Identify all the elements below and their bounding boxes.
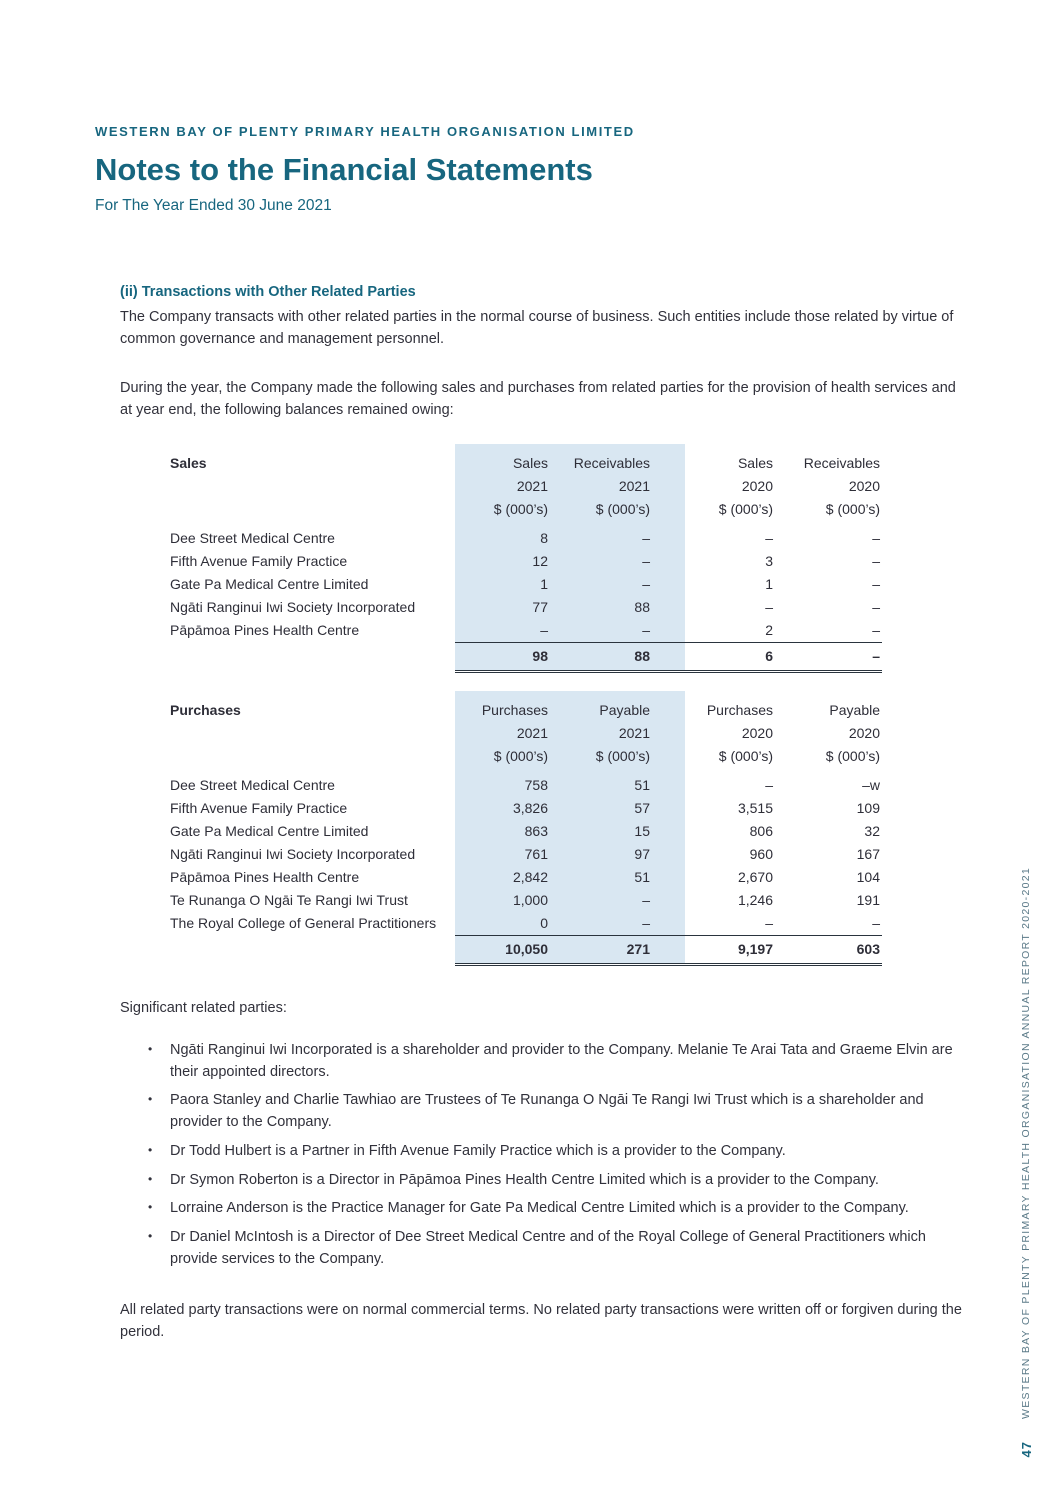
header-row	[170, 722, 882, 745]
column-header: $ (000’s)	[825, 747, 880, 764]
document-header	[95, 124, 955, 215]
cell-value: 863	[455, 820, 550, 843]
cell-value: –	[550, 912, 685, 936]
cell-value: –	[550, 550, 685, 573]
bullet-item	[120, 1040, 965, 1084]
cell-value: 1,246	[737, 891, 773, 908]
header-row	[170, 745, 882, 774]
cell-value: 758	[455, 774, 550, 797]
cell-value: –	[872, 529, 880, 546]
table-row	[170, 774, 882, 797]
header-spacer	[170, 475, 455, 498]
row-label: Te Runanga O Ngāi Te Rangi Iwi Trust	[170, 891, 408, 908]
cell-value: –	[872, 621, 880, 638]
column-header: 2020	[848, 724, 880, 741]
header-spacer	[170, 498, 455, 527]
page-number: 47	[1019, 1440, 1034, 1457]
column-header: 2020	[741, 724, 773, 741]
cell-value: 109	[856, 799, 880, 816]
page-title: Notes to the Financial Statements	[95, 152, 593, 187]
cell-value: –	[765, 529, 773, 546]
cell-value: –	[872, 552, 880, 569]
header-row	[170, 691, 882, 722]
column-header: Sales	[737, 454, 773, 471]
row-label: Fifth Avenue Family Practice	[170, 552, 348, 569]
column-header: 2021	[550, 722, 685, 745]
cell-value: –	[550, 573, 685, 596]
cell-value: 2,842	[455, 866, 550, 889]
column-header: Payable	[829, 701, 880, 718]
row-label: Gate Pa Medical Centre Limited	[170, 575, 369, 592]
cell-value: 51	[550, 774, 685, 797]
cell-value: –	[765, 598, 773, 615]
cell-value: 8	[455, 527, 550, 550]
cell-value: 3,826	[455, 797, 550, 820]
column-header: 2021	[455, 722, 550, 745]
bullet-item	[120, 1141, 965, 1163]
bullet-text: Lorraine Anderson is the Practice Manager for Gate Pa Medical Centre Limited which is a provider to the Company.	[170, 1200, 909, 1217]
row-label: Pāpāmoa Pines Health Centre	[170, 868, 360, 885]
column-header: Purchases	[455, 691, 550, 722]
table-row	[170, 820, 882, 843]
cell-value: 32	[864, 822, 880, 839]
column-header: 2020	[741, 477, 773, 494]
bullet-item	[120, 1170, 965, 1192]
row-label: Dee Street Medical Centre	[170, 529, 335, 546]
column-header: 2021	[455, 475, 550, 498]
table-title: Sales	[170, 454, 207, 471]
cell-value: 51	[550, 866, 685, 889]
table-row	[170, 843, 882, 866]
table-row	[170, 866, 882, 889]
header-spacer	[170, 722, 455, 745]
total-label-spacer	[170, 935, 455, 964]
row-label: Pāpāmoa Pines Health Centre	[170, 622, 360, 639]
column-header: 2020	[848, 477, 880, 494]
table-row	[170, 550, 882, 573]
cell-value: 1,000	[455, 889, 550, 912]
row-label: Dee Street Medical Centre	[170, 776, 335, 793]
cell-value: –w	[862, 776, 880, 793]
cell-value: –	[872, 914, 880, 931]
bullet-text: Dr Daniel McIntosh is a Director of Dee Street Medical Centre and of the Royal College of General Practitioners which provide services to the Company.	[170, 1229, 926, 1267]
cell-value: 88	[550, 596, 685, 619]
bullet-text: Ngāti Ranginui Iwi Incorporated is a shareholder and provider to the Company. Melanie Te Arai Tata and Graeme Elvin are their appointed directors.	[170, 1041, 953, 1080]
cell-value: 2	[765, 621, 773, 638]
total-value: 271	[550, 935, 685, 964]
section-heading: (ii) Transactions with Other Related Parties	[120, 284, 416, 300]
table-row	[170, 912, 882, 936]
header-row	[170, 475, 882, 498]
table-row	[170, 527, 882, 550]
cell-value: 960	[749, 845, 773, 862]
column-header: Purchases	[706, 701, 773, 718]
cell-value: 2,670	[737, 868, 773, 885]
cell-value: 57	[550, 797, 685, 820]
total-value: 98	[455, 642, 550, 671]
sales-table	[170, 444, 882, 673]
row-label: Ngāti Ranginui Iwi Society Incorporated	[170, 598, 416, 615]
column-header: Receivables	[803, 454, 880, 471]
cell-value: –	[550, 619, 685, 643]
total-value: 9,197	[685, 935, 775, 964]
significant-parties-heading: Significant related parties:	[120, 999, 287, 1016]
page-subtitle: For The Year Ended 30 June 2021	[95, 197, 332, 214]
cell-value: 191	[856, 891, 880, 908]
total-value: –	[775, 642, 882, 671]
bullet-icon: •	[148, 1171, 153, 1186]
bullet-item	[120, 1198, 965, 1220]
column-header: Receivables	[550, 444, 685, 475]
column-header: Sales	[455, 444, 550, 475]
cell-value: 77	[455, 596, 550, 619]
cell-value: 761	[455, 843, 550, 866]
bullet-text: Paora Stanley and Charlie Tawhiao are Trustees of Te Runanga O Ngāi Te Rangi Iwi Trust which is a shareholder and provider to the Company.	[170, 1092, 924, 1131]
intro-paragraph: The Company transacts with other related parties in the normal course of business. Such entities include those related by virtue of common governance and management personnel.	[120, 309, 954, 348]
cell-value: –	[872, 598, 880, 615]
cell-value: 97	[550, 843, 685, 866]
purchases-table	[170, 691, 882, 966]
table-row	[170, 889, 882, 912]
sidebar-report-title: WESTERN BAY OF PLENTY PRIMARY HEALTH ORGANISATION ANNUAL REPORT 2020-2021	[1020, 867, 1032, 1419]
bullet-text: Dr Todd Hulbert is a Partner in Fifth Avenue Family Practice which is a provider to the Company.	[170, 1142, 786, 1159]
cell-value: 1	[455, 573, 550, 596]
total-row	[170, 642, 882, 671]
cell-value: 104	[856, 868, 880, 885]
context-paragraph: During the year, the Company made the following sales and purchases from related parties for the provision of health services and at year end, the following balances remained owing:	[120, 379, 956, 419]
cell-value: –	[872, 575, 880, 592]
cell-value: 167	[856, 845, 880, 862]
total-value: 88	[550, 642, 685, 671]
total-value: 10,050	[455, 935, 550, 964]
table-row	[170, 619, 882, 643]
column-header: $ (000’s)	[455, 745, 550, 774]
column-header: 2021	[550, 475, 685, 498]
cell-value: 3,515	[737, 799, 773, 816]
column-header: Payable	[550, 691, 685, 722]
bullet-text: Dr Symon Roberton is a Director in Pāpāmoa Pines Health Centre Limited which is a provider to the Company.	[170, 1171, 879, 1188]
row-label: Gate Pa Medical Centre Limited	[170, 822, 369, 839]
cell-value: 0	[455, 912, 550, 936]
bullet-icon: •	[148, 1200, 153, 1215]
column-header: $ (000’s)	[718, 500, 773, 517]
bullet-icon: •	[148, 1229, 153, 1244]
column-header: $ (000’s)	[825, 500, 880, 517]
bullet-icon: •	[148, 1142, 153, 1157]
cell-value: 12	[455, 550, 550, 573]
organisation-name: WESTERN BAY OF PLENTY PRIMARY HEALTH ORGANISATION LIMITED	[95, 124, 635, 139]
total-row	[170, 935, 882, 964]
column-header: $ (000’s)	[718, 747, 773, 764]
table-row	[170, 573, 882, 596]
bullet-icon: •	[148, 1092, 153, 1107]
total-label-spacer	[170, 642, 455, 671]
header-spacer	[170, 745, 455, 774]
column-header: $ (000’s)	[550, 498, 685, 527]
row-label: Ngāti Ranginui Iwi Society Incorporated	[170, 845, 416, 862]
cell-value: –	[455, 619, 550, 643]
cell-value: –	[765, 914, 773, 931]
cell-value: 806	[749, 822, 773, 839]
cell-value: –	[550, 889, 685, 912]
row-label: Fifth Avenue Family Practice	[170, 799, 348, 816]
total-value: 6	[685, 642, 775, 671]
cell-value: 1	[765, 575, 773, 592]
total-value: 603	[775, 935, 882, 964]
main-content	[120, 284, 965, 1344]
cell-value: –	[550, 527, 685, 550]
cell-value: –	[765, 776, 773, 793]
closing-paragraph: All related party transactions were on normal commercial terms. No related party transactions were written off or forgiven during the period.	[120, 1301, 962, 1341]
row-label: The Royal College of General Practitioners	[170, 915, 437, 932]
table-title: Purchases	[170, 701, 241, 718]
cell-value: 3	[765, 552, 773, 569]
table-row	[170, 797, 882, 820]
bullet-item	[120, 1227, 965, 1271]
cell-value: 15	[550, 820, 685, 843]
header-row	[170, 444, 882, 475]
related-parties-list	[120, 1040, 965, 1271]
column-header: $ (000’s)	[455, 498, 550, 527]
column-header: $ (000’s)	[550, 745, 685, 774]
header-row	[170, 498, 882, 527]
bullet-item	[120, 1090, 965, 1134]
table-row	[170, 596, 882, 619]
bullet-icon: •	[148, 1041, 153, 1056]
